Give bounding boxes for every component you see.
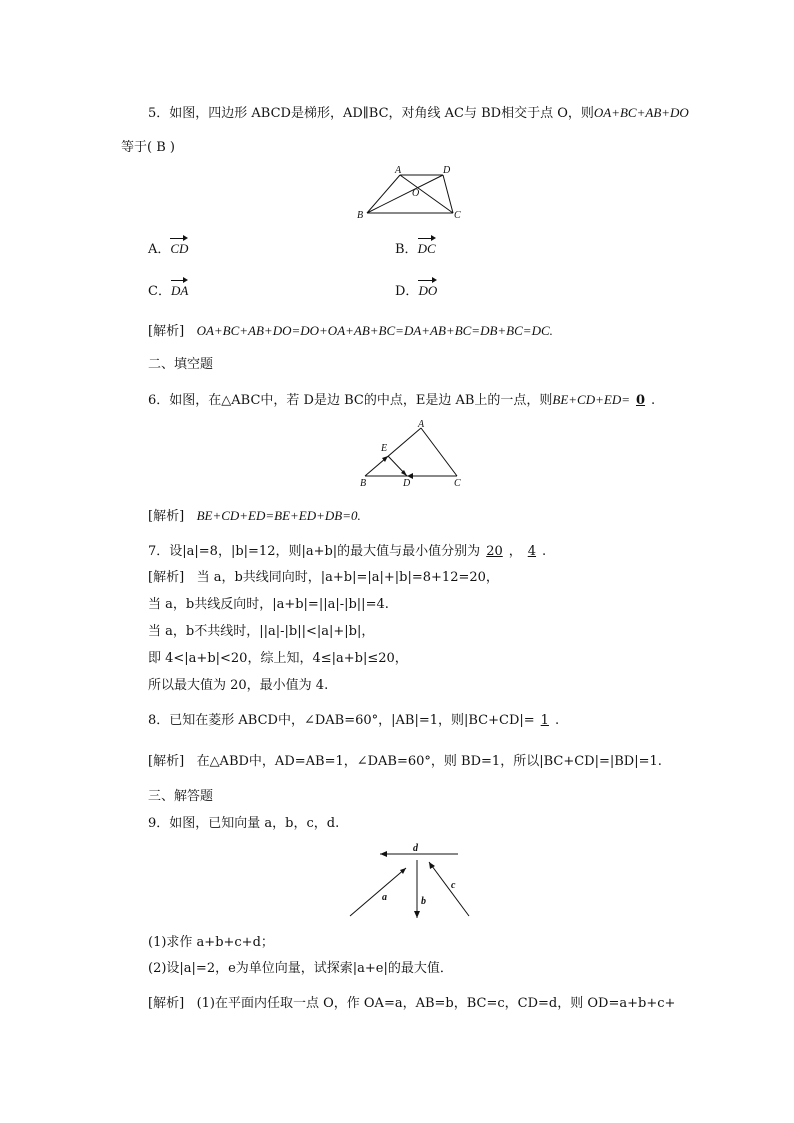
- q9-vectors-figure: [340, 838, 480, 920]
- arrowhead-b: [414, 911, 420, 918]
- label-b: b: [421, 896, 426, 907]
- q6-jiexi: [解析] BE+CD+ED=BE+ED+DB=0.: [148, 508, 361, 524]
- diag-ac: [400, 175, 453, 213]
- label-a: A: [395, 165, 402, 176]
- q9-part2: (2)设|a|=2，e为单位向量，试探索|a+e|的最大值．: [148, 961, 453, 976]
- q7-stem: 7．设|a|=8，|b|=12，则|a+b|的最大值与最小值分别为 20 ， 4 .: [148, 544, 547, 559]
- arrowhead-c: [429, 862, 435, 869]
- q6-answer: 0: [635, 393, 646, 408]
- q7-jiexi-4: 即 4<|a+b|<20，综上知，4≤|a+b|≤20，: [148, 651, 408, 666]
- q7-jiexi-3: 当 a，b不共线时，||a|-|b||<|a|+|b|，: [148, 624, 375, 639]
- diag-bd: [367, 175, 443, 213]
- label-b: B: [357, 210, 364, 221]
- q5-option-d: D．DO: [395, 283, 438, 299]
- label-c: C: [454, 210, 461, 221]
- q7-jiexi-5: 所以最大值为 20，最小值为 4.: [148, 678, 329, 693]
- arrowhead-a: [400, 868, 406, 874]
- arrowhead-d: [380, 851, 387, 857]
- q5-stem: 5．如图，四边形 ABCD是梯形，AD∥BC，对角线 AC与 BD相交于点 O，则OA+BC+AB+DO: [148, 105, 689, 121]
- section-answer: 三、解答题: [148, 789, 214, 804]
- q7-answer-min: 4: [527, 544, 537, 559]
- edge-ac: [421, 428, 457, 476]
- q5-continuation: 等于( B ): [121, 140, 175, 155]
- edge-ab: [365, 428, 421, 476]
- label-o: O: [412, 188, 420, 199]
- label-e: E: [381, 443, 388, 454]
- q5-option-b: B．DC: [395, 241, 436, 257]
- q8-answer: 1: [540, 713, 549, 728]
- edge-ab: [367, 175, 400, 213]
- label-c: C: [454, 478, 461, 488]
- q5-expr: OA+BC+AB+DO: [593, 105, 689, 120]
- section-fill-in: 二、填空题: [148, 357, 214, 372]
- q6-triangle-figure: [355, 418, 467, 488]
- label-b: B: [360, 478, 367, 488]
- vector-c: [429, 862, 469, 916]
- q7-jiexi-1: [解析] 当 a，b共线同向时，|a+b|=|a|+|b|=8+12=20，: [148, 570, 499, 585]
- q9-stem: 9．如图，已知向量 a，b，c，d.: [148, 816, 340, 831]
- q9-jiexi: [解析] (1)在平面内任取一点 O，作 OA=a，AB=b，BC=c，CD=d，则 OD=a+b+c+: [148, 996, 676, 1011]
- label-a: a: [382, 892, 387, 903]
- q7-answer-max: 20: [486, 544, 503, 559]
- label-d: D: [403, 478, 411, 488]
- q5-trapezoid-figure: [355, 163, 475, 223]
- q8-stem: 8．已知在菱形 ABCD中，∠DAB=60°，|AB|=1，则|BC+CD|= 1 .: [148, 713, 560, 728]
- q9-part1: (1)求作 a+b+c+d；: [148, 935, 274, 950]
- q6-stem: 6．如图，在△ABC中，若 D是边 BC的中点，E是边 AB上的一点，则BE+CD+ED= 0 .: [148, 392, 656, 408]
- q7-jiexi-2: 当 a，b共线反向时，|a+b|=||a|-|b||=4.: [148, 597, 389, 612]
- q8-jiexi: [解析] 在△ABD中，AD=AB=1，∠DAB=60°，则 BD=1，所以|BC+CD|=|BD|=1.: [148, 754, 662, 769]
- q5-option-c: C．DA: [148, 283, 189, 299]
- q5-option-a: A．CD: [148, 241, 189, 257]
- label-d: D: [443, 165, 451, 176]
- label-c: c: [451, 880, 456, 891]
- vector-a: [350, 868, 406, 916]
- label-d: d: [413, 843, 418, 854]
- label-a: A: [418, 419, 425, 430]
- q5-jiexi: [解析] OA+BC+AB+DO=DO+OA+AB+BC=DA+AB+BC=DB+BC=DC.: [148, 323, 553, 339]
